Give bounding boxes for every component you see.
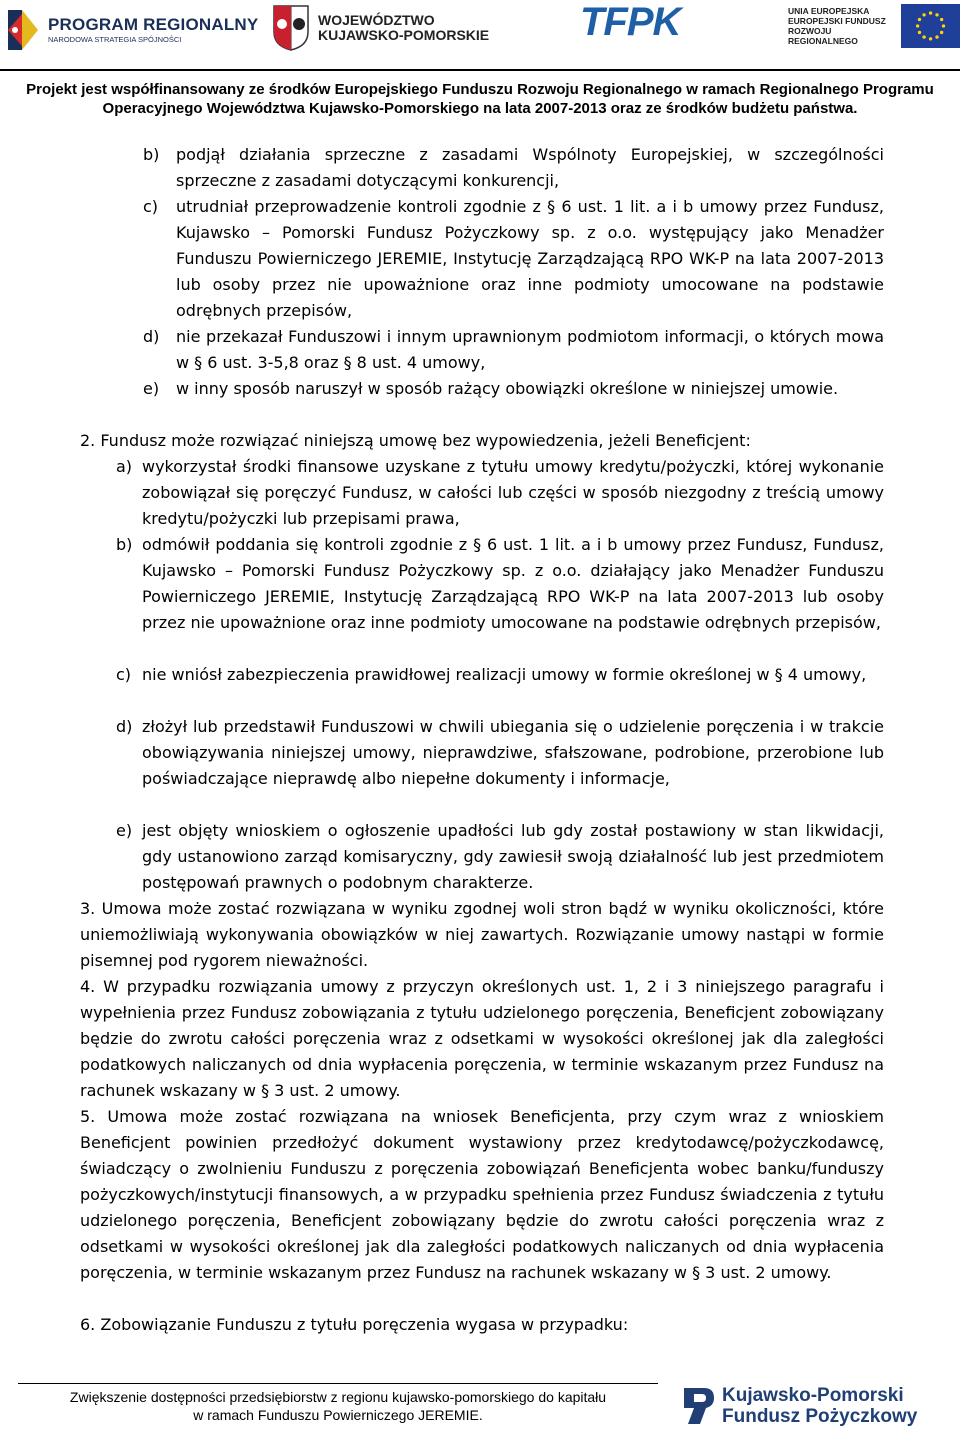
- list-item: podjął działania sprzeczne z zasadami Wspólnoty Europejskiej, w szczególności sprzeczne z zasadami dotyczącymi konkurencji,: [176, 145, 884, 190]
- list-label: b): [116, 535, 133, 554]
- list-item: wykorzystał środki finansowe uzyskane z tytułu umowy kredytu/pożyczki, której wykonanie zobowiązał się poręczyć Fundusz, w całości lub części w sposób niezgodny z treścią umowy kredytu/pożyczki lub przepisami prawa,: [142, 457, 884, 528]
- eu-logo: [788, 4, 960, 48]
- tfpk-logo: [580, 2, 680, 42]
- list-label: d): [116, 717, 133, 736]
- paragraph-4: 4. W przypadku rozwiązania umowy z przyczyn określonych ust. 1, 2 i 3 niniejszego paragrafu i wypełnienia przez Fundusz zobowiązania z tytułu udzielonego poręczenia, Beneficjent zobowiązany będzie do zwrotu całości poręczenia wraz z odsetkami w wysokości określonej jak dla zaległości podatkowych naliczanych od dnia wypłacenia poręczenia, w terminie wskazanym przez Fundusz na rachunek wskazany w § 3 ust. 2 umowy.: [80, 977, 884, 1100]
- program-regionalny-mark-icon: [6, 4, 40, 56]
- footer-line2: w ramach Funduszu Powierniczego JEREMIE.: [193, 1407, 483, 1423]
- eu-line2: EUROPEJSKI FUNDUSZ: [788, 15, 886, 26]
- wojewodztwo-line2: KUJAWSKO-POMORSKIE: [318, 27, 490, 43]
- program-regionalny-title: PROGRAM REGIONALNY: [48, 14, 259, 34]
- paragraph-3: 3. Umowa może zostać rozwiązana w wyniku zgodnej woli stron bądź w wyniku okoliczności, które uniemożliwiają wykonywania obowiązków w niej zawartych. Rozwiązanie umowy nastąpi w formie pisemnej pod rygorem nieważności.: [80, 899, 884, 970]
- footer-divider: [18, 1383, 658, 1384]
- kpfp-line2: Fundusz Pożyczkowy: [722, 1406, 918, 1427]
- footer-line1: Zwiększenie dostępności przedsiębiorstw z regionu kujawsko-pomorskiego do kapitału: [69, 1389, 607, 1405]
- list-label: a): [116, 457, 133, 476]
- list-label: e): [116, 821, 133, 840]
- paragraph-6: 6. Zobowiązanie Funduszu z tytułu poręczenia wygasa w przypadku:: [80, 1315, 629, 1334]
- kpfp-mark-icon: [680, 1384, 716, 1428]
- tfpk-text: TFPK: [580, 0, 681, 44]
- coat-of-arms-icon: [272, 4, 310, 52]
- list-item: nie wniósł zabezpieczenia prawidłowej realizacji umowy w formie określonej w § 4 umowy,: [142, 665, 867, 684]
- wojewodztwo-line1: WOJEWÓDZTWO: [318, 11, 435, 28]
- list-item: złożył lub przedstawił Funduszowi w chwili ubiegania się o udzielenie poręczenia i w trakcie obowiązywania niniejszej umowy, nieprawdziwe, sfałszowane, podrobione, przerobione lub poświadczające nieprawdę albo niepełne dokumenty i informacje,: [142, 717, 884, 788]
- header-divider: [0, 69, 960, 71]
- header-logos: [0, 0, 960, 70]
- footer-text: [18, 1388, 658, 1424]
- project-line-2: Operacyjnego Województwa Kujawsko-Pomorskiego na lata 2007-2013 oraz ze środków budżetu państwa.: [102, 100, 858, 117]
- list-label: b): [143, 145, 160, 164]
- list-label: d): [143, 327, 160, 346]
- list-item: jest objęty wnioskiem o ogłoszenie upadłości lub gdy został postawiony w stan likwidacji, gdy ustanowiono zarząd komisaryczny, gdy zawiesił swoją działalność lub jest przedmiotem postępowań prawnych o podobnym charakterze.: [142, 821, 884, 892]
- eu-line3: ROZWOJU REGIONALNEGO: [788, 26, 858, 47]
- kpfp-logo: [680, 1384, 917, 1428]
- list-label: e): [143, 379, 160, 398]
- list-item: odmówił poddania się kontroli zgodnie z § 6 ust. 1 lit. a i b umowy przez Fundusz, Fundusz, Kujawsko – Pomorski Fundusz Pożyczkowy sp. z o.o. działający jako Menadżer Funduszu Powierniczego JEREMIE, Instytucję Zarządzającą RPO WK-P na lata 2007-2013 lub osoby przez nie upoważnione oraz inne podmioty umocowane na podstawie odrębnych przepisów,: [142, 535, 884, 632]
- paragraph-2: 2. Fundusz może rozwiązać niniejszą umowę bez wypowiedzenia, jeżeli Beneficjent:: [80, 431, 751, 450]
- list-item: nie przekazał Funduszowi i innym uprawnionym podmiotom informacji, o których mowa w § 6 ust. 3-5,8 oraz § 8 ust. 4 umowy,: [176, 327, 884, 372]
- list-label: c): [143, 197, 159, 216]
- program-regionalny-subtitle: NARODOWA STRATEGIA SPÓJNOŚCI: [48, 35, 182, 45]
- list-item: utrudniał przeprowadzenie kontroli zgodnie z § 6 ust. 1 lit. a i b umowy przez Fundusz, Kujawsko – Pomorski Fundusz Pożyczkowy sp. z o.o. występujący jako Menadżer Funduszu Powierniczego JEREMIE, Instytucję Zarządzającą RPO WK-P na lata 2007-2013 lub osoby przez nie upoważnione oraz inne podmioty umocowane na podstawie odrębnych przepisów,: [176, 197, 884, 320]
- list-item: w inny sposób naruszył w sposób rażący obowiązki określone w niniejszej umowie.: [176, 379, 839, 398]
- wojewodztwo-logo: [272, 4, 489, 52]
- paragraph-5: 5. Umowa może zostać rozwiązana na wniosek Beneficjenta, przy czym wraz z wnioskiem Beneficjent powinien przedłożyć dokument wystawiony przez kredytodawcę/pożyczkodawcę, świadczący o zwolnieniu Funduszu z poręczenia zobowiązań Beneficjenta wobec banku/funduszy pożyczkowych/instytucji finansowych, a w przypadku spełnienia przez Fundusz świadczenia z tytułu udzielonego poręczenia, Beneficjent zobowiązany będzie do zwrotu całości poręczenia wraz z odsetkami w wysokości określonej jak dla zaległości podatkowych naliczanych od dnia wypłacenia poręczenia, w terminie wskazanym przez Fundusz na rachunek wskazany w § 3 ust. 2 umowy.: [80, 1107, 884, 1282]
- list-label: c): [116, 665, 132, 684]
- program-regionalny-logo: [6, 4, 258, 56]
- project-line-1: Projekt jest współfinansowany ze środków Europejskiego Funduszu Rozwoju Regionalnego w ramach Regionalnego Programu: [26, 81, 934, 98]
- kpfp-line1: Kujawsko-Pomorski: [722, 1385, 904, 1406]
- eu-line1: UNIA EUROPEJSKA: [788, 5, 870, 16]
- eu-flag-icon: [901, 4, 960, 48]
